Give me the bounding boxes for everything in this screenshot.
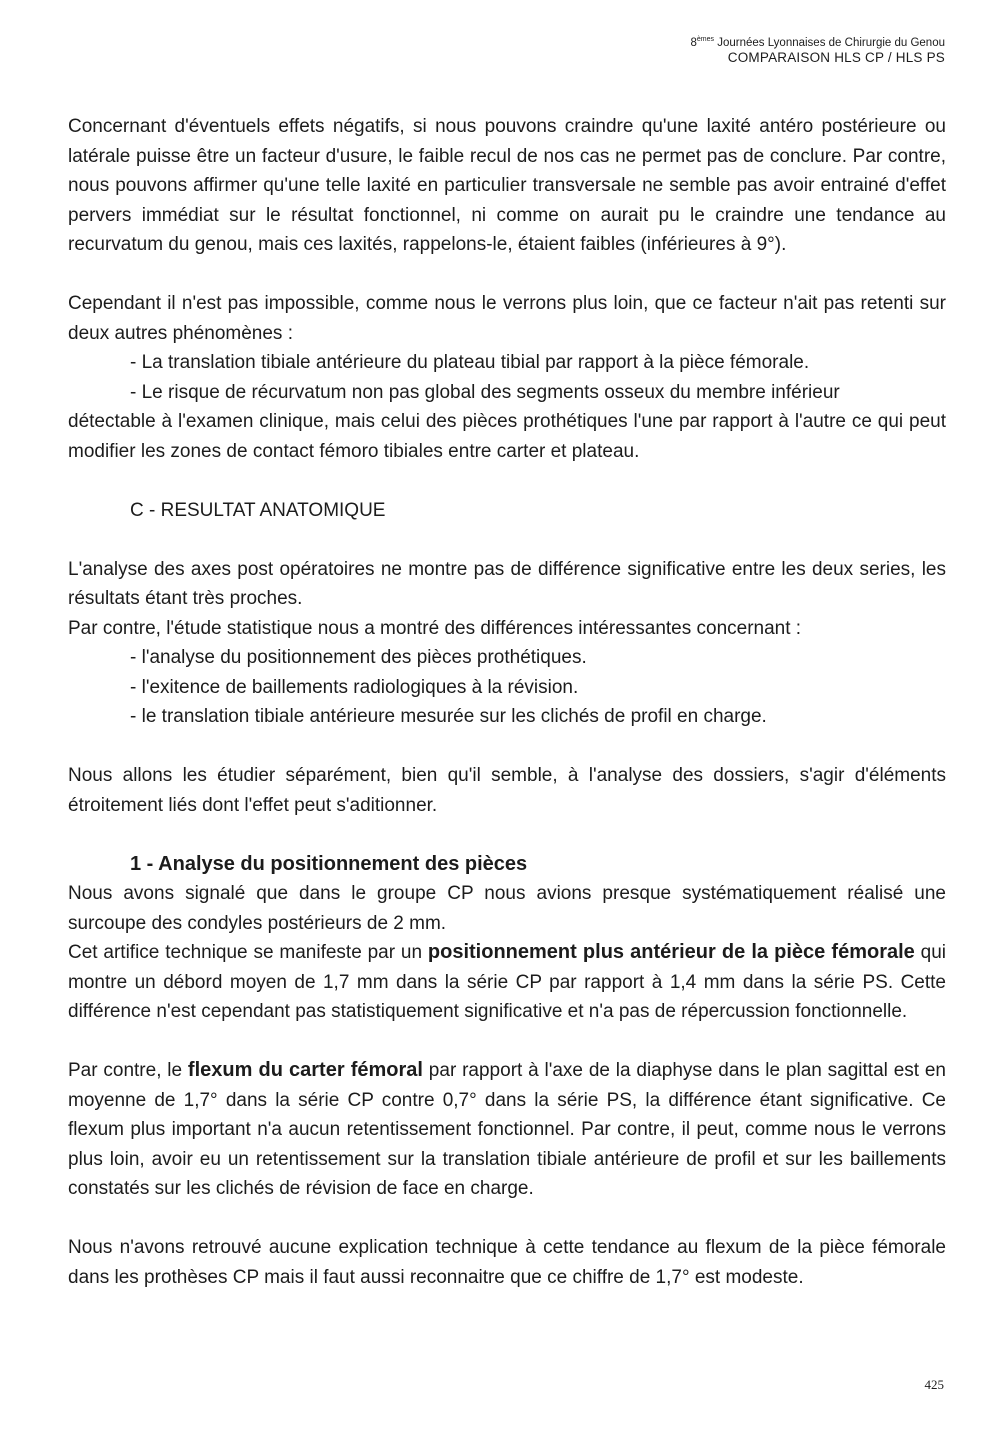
edition-number: 8 [690, 37, 697, 49]
list-item-recurvatum: - Le risque de récurvatum non pas global des segments osseux du membre inférieur [130, 381, 840, 403]
paragraph-surcoupe: Nous avons signalé que dans le groupe CP nous avions presque systématiquement réalisé une surcoupe des condyles postérieurs de 2 mm. [68, 883, 946, 934]
section-heading: C - RESULTAT ANATOMIQUE [130, 499, 386, 521]
paragraph-flexum [68, 1056, 946, 1204]
list-item-recurvatum-continued: détectable à l'examen clinique, mais celui des pièces prothétiques l'une par rapport à l'autre ce qui peut modifier les zones de contact fémoro tibiales entre carter et plateau. [68, 411, 946, 462]
emphasis-text: flexum du carter fémoral [187, 1059, 423, 1081]
text-run: Cet artifice technique se manifeste par un [68, 942, 428, 963]
subsection-heading: 1 - Analyse du positionnement des pièces [130, 852, 528, 875]
list-item-positioning: - l'analyse du positionnement des pièces prothétiques. [130, 647, 587, 668]
running-header [690, 36, 945, 67]
page-body [68, 112, 946, 1292]
document-title: COMPARAISON HLS CP / HLS PS [727, 50, 945, 66]
page-number: 425 [924, 1377, 944, 1392]
emphasis-text: positionnement plus antérieur de la pièce fémorale [427, 941, 915, 963]
text-run: par rapport à l'axe de la diaphyse dans le plan sagittal est en moyenne de 1,7° dans la série CP contre 0,7° dans la série PS, la différence étant significative. Ce flexum plus important n'a aucun retentissement fonctionnel. Par contre, il peut, comme nous le verrons plus loin, avoir eu un retentissement sur la translation tibiale antérieure de profil et sur les baillements constatés sur les clichés de révision de face en charge. [68, 1060, 946, 1199]
list-item-tibial-translation: - le translation tibiale antérieure mesurée sur les clichés de profil en charge. [130, 706, 767, 727]
edition-suffix: èmes [696, 36, 714, 44]
paragraph-phenomena-intro: Cependant il n'est pas impossible, comme nous le verrons plus loin, que ce facteur n'ait pas retenti sur deux autres phénomènes : [68, 293, 946, 344]
journal-line [690, 36, 945, 50]
paragraph-axes: L'analyse des axes post opératoires ne montre pas de différence significative entre les deux series, les résultats étant très proches. [68, 558, 946, 609]
text-run: qui montre un débord moyen de 1,7 mm dans la série CP par rapport à 1,4 mm dans la série PS. Cette différence n'est cependant pas statistiquement significative et n'a pas de répercussion fonctionnelle. [68, 942, 946, 1022]
paragraph-negative-effects: Concernant d'éventuels effets négatifs, si nous pouvons craindre qu'une laxité antéro postérieure ou latérale puisse être un facteur d'usure, le faible recul de nos cas ne permet pas de conclure. Par contre, nous pouvons affirmer qu'une telle laxité en particulier transversale ne semble pas avoir entrainé d'effet pervers immédiat sur le résultat fonctionnel, ni comme on aurait pu le craindre une tendance au recurvatum du genou, mais ces laxités, rappelons-le, étaient faibles (inférieures à 9°). [68, 116, 946, 255]
paragraph-conclusion: Nous n'avons retrouvé aucune explication technique à cette tendance au flexum de la pièce fémorale dans les prothèses CP mais il faut aussi reconnaitre que ce chiffre de 1,7° est modeste. [68, 1237, 946, 1288]
paragraph-differences-intro: Par contre, l'étude statistique nous a montré des différences intéressantes concernant : [68, 617, 802, 639]
journal-name: Journées Lyonnaises de Chirurgie du Genou [714, 37, 945, 49]
list-item-baillements: - l'exitence de baillements radiologiques à la révision. [130, 676, 579, 698]
list-item-translation: - La translation tibiale antérieure du plateau tibial par rapport à la pièce fémorale. [130, 352, 810, 373]
paragraph-study-separately: Nous allons les étudier séparément, bien qu'il semble, à l'analyse des dossiers, s'agir d'éléments étroitement liés dont l'effet peut s'aditionner. [68, 765, 946, 816]
text-run: Par contre, le [68, 1060, 188, 1081]
paragraph-femoral-position [68, 938, 946, 1027]
